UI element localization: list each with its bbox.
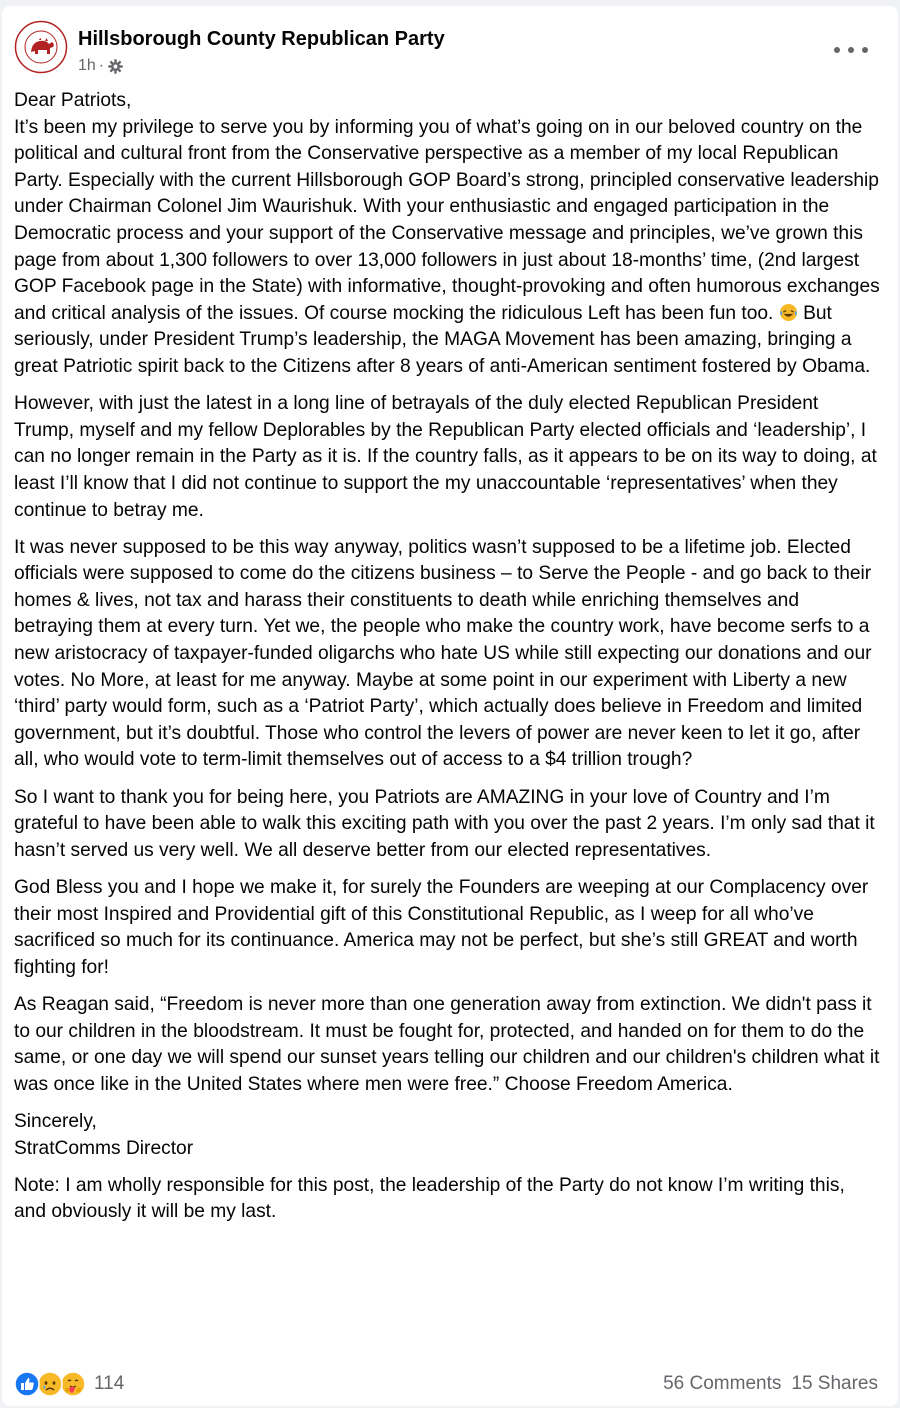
care-icon	[60, 1371, 86, 1397]
post-note: Note: I am wholly responsible for this post, the leadership of the Party do not know I’m writing this, and obviously it will be my last.	[14, 1174, 845, 1223]
post-card	[2, 6, 898, 1406]
post-paragraph: As Reagan said, “Freedom is never more than one generation away from extinction. We didn't pass it to our children in the bloodstream. It must be fought for, protected, and handed on for them to do the same, or one day we will spend our sunset years telling our children and our children's children what it was once like in the United States where men were free.” Choose Freedom America.	[14, 993, 880, 1095]
gear-icon[interactable]	[107, 58, 124, 75]
post-timestamp[interactable]: 1h	[78, 57, 96, 74]
like-icon	[14, 1371, 40, 1397]
sad-icon	[37, 1371, 63, 1397]
reactions-summary[interactable]	[14, 1371, 124, 1397]
post-paragraph: God Bless you and I hope we make it, for surely the Founders are weeping at our Complacency over their most Inspired and Providential gift of this Constitutional Republic, as I weep for all who’ve sacrificed so much for its continuance. America may not be perfect, but she’s still GREAT and worth fighting for!	[14, 877, 869, 978]
reaction-count[interactable]: 114	[94, 1373, 125, 1394]
paragraph-1-text: Dear Patriots, It’s been my privilege to serve you by informing you of what’s going on in our beloved country on the political and cultural front from the Conservative perspective as a member of my local Republican Party. Especially with the current Hillsborough GOP Board’s strong, principled conservative leadership under Chairman Colonel Jim Waurishuk. With your enthusiastic and engaged participation in the Democratic process and your support of the Conservative message and principles, we’ve grown this page from about 1,300 followers to over 13,000 followers in just about 18-months’ time, (2nd largest GOP Facebook page in the State) with informative, thought-provoking and often humorous exchanges and critical analysis of the issues. Of course mocking the ridiculous Left has been fun too.	[14, 90, 880, 324]
page-name[interactable]: Hillsborough County Republican Party	[78, 28, 445, 50]
party-logo-icon	[14, 20, 68, 74]
shares-count[interactable]: 15 Shares	[791, 1373, 878, 1394]
engagement-stats	[663, 1373, 878, 1395]
post-paragraph: It was never supposed to be this way anyway, politics wasn’t supposed to be a lifetime job. Elected officials were supposed to come do the citizens business – to Serve the People - and go back to their homes & lives, not tax and harass their constituents to death while enriching themselves and betraying them at every turn. Yet we, the people who make the country work, have become serfs to a new aristocracy of taxpayer-funded oligarchs who hate US while still expecting our donations and our votes. No More, at least for me anyway. Maybe at some point in our experiment with Liberty a new ‘third’ party would form, such as a ‘Patriot Party’, which actually does believe in Freedom and limited government, but it’s doubtful. Those who control the levers of power are never keen to let it go, after all, who would vote to term-limit themselves out of access to a $4 trillion trough?	[14, 536, 872, 771]
post-footer	[14, 1368, 878, 1400]
post-paragraph: So I want to thank you for being here, you Patriots are AMAZING in your love of Country and I’m grateful to have been able to walk this exciting path with you over the past 2 years. I’m only sad that it hasn’t served us very well. We all deserve better from our elected representatives.	[14, 786, 875, 861]
post-paragraph: However, with just the latest in a long line of betrayals of the duly elected Republican President Trump, myself and my fellow Deplorables by the Republican Party elected officials and ‘leadership’, I can no longer remain in the Party as it is. If the country falls, as it appears to be on its way to doing, at least I’ll know that I did not continue to support the my unaccountable ‘representatives’ when they continue to betray me.	[14, 393, 877, 521]
comments-count[interactable]: 56 Comments	[663, 1373, 782, 1394]
reaction-icons	[14, 1371, 90, 1397]
post-paragraph	[14, 88, 882, 381]
page-avatar[interactable]	[14, 20, 68, 74]
post-meta	[78, 57, 124, 75]
post-header	[14, 20, 886, 84]
laughing-crying-emoji	[779, 303, 798, 322]
post-body	[14, 88, 882, 1237]
paragraph-1-tail: But seriously, under President Trump’s leadership, the MAGA Movement has been amazing, bringing a great Patriotic spirit back to the Citizens after 8 years of anti-American sentiment fostered by Obama.	[14, 302, 871, 377]
more-options-icon[interactable]	[834, 40, 868, 60]
post-signature: Sincerely, StratComms Director	[14, 1110, 194, 1159]
meta-separator: ·	[98, 57, 105, 74]
